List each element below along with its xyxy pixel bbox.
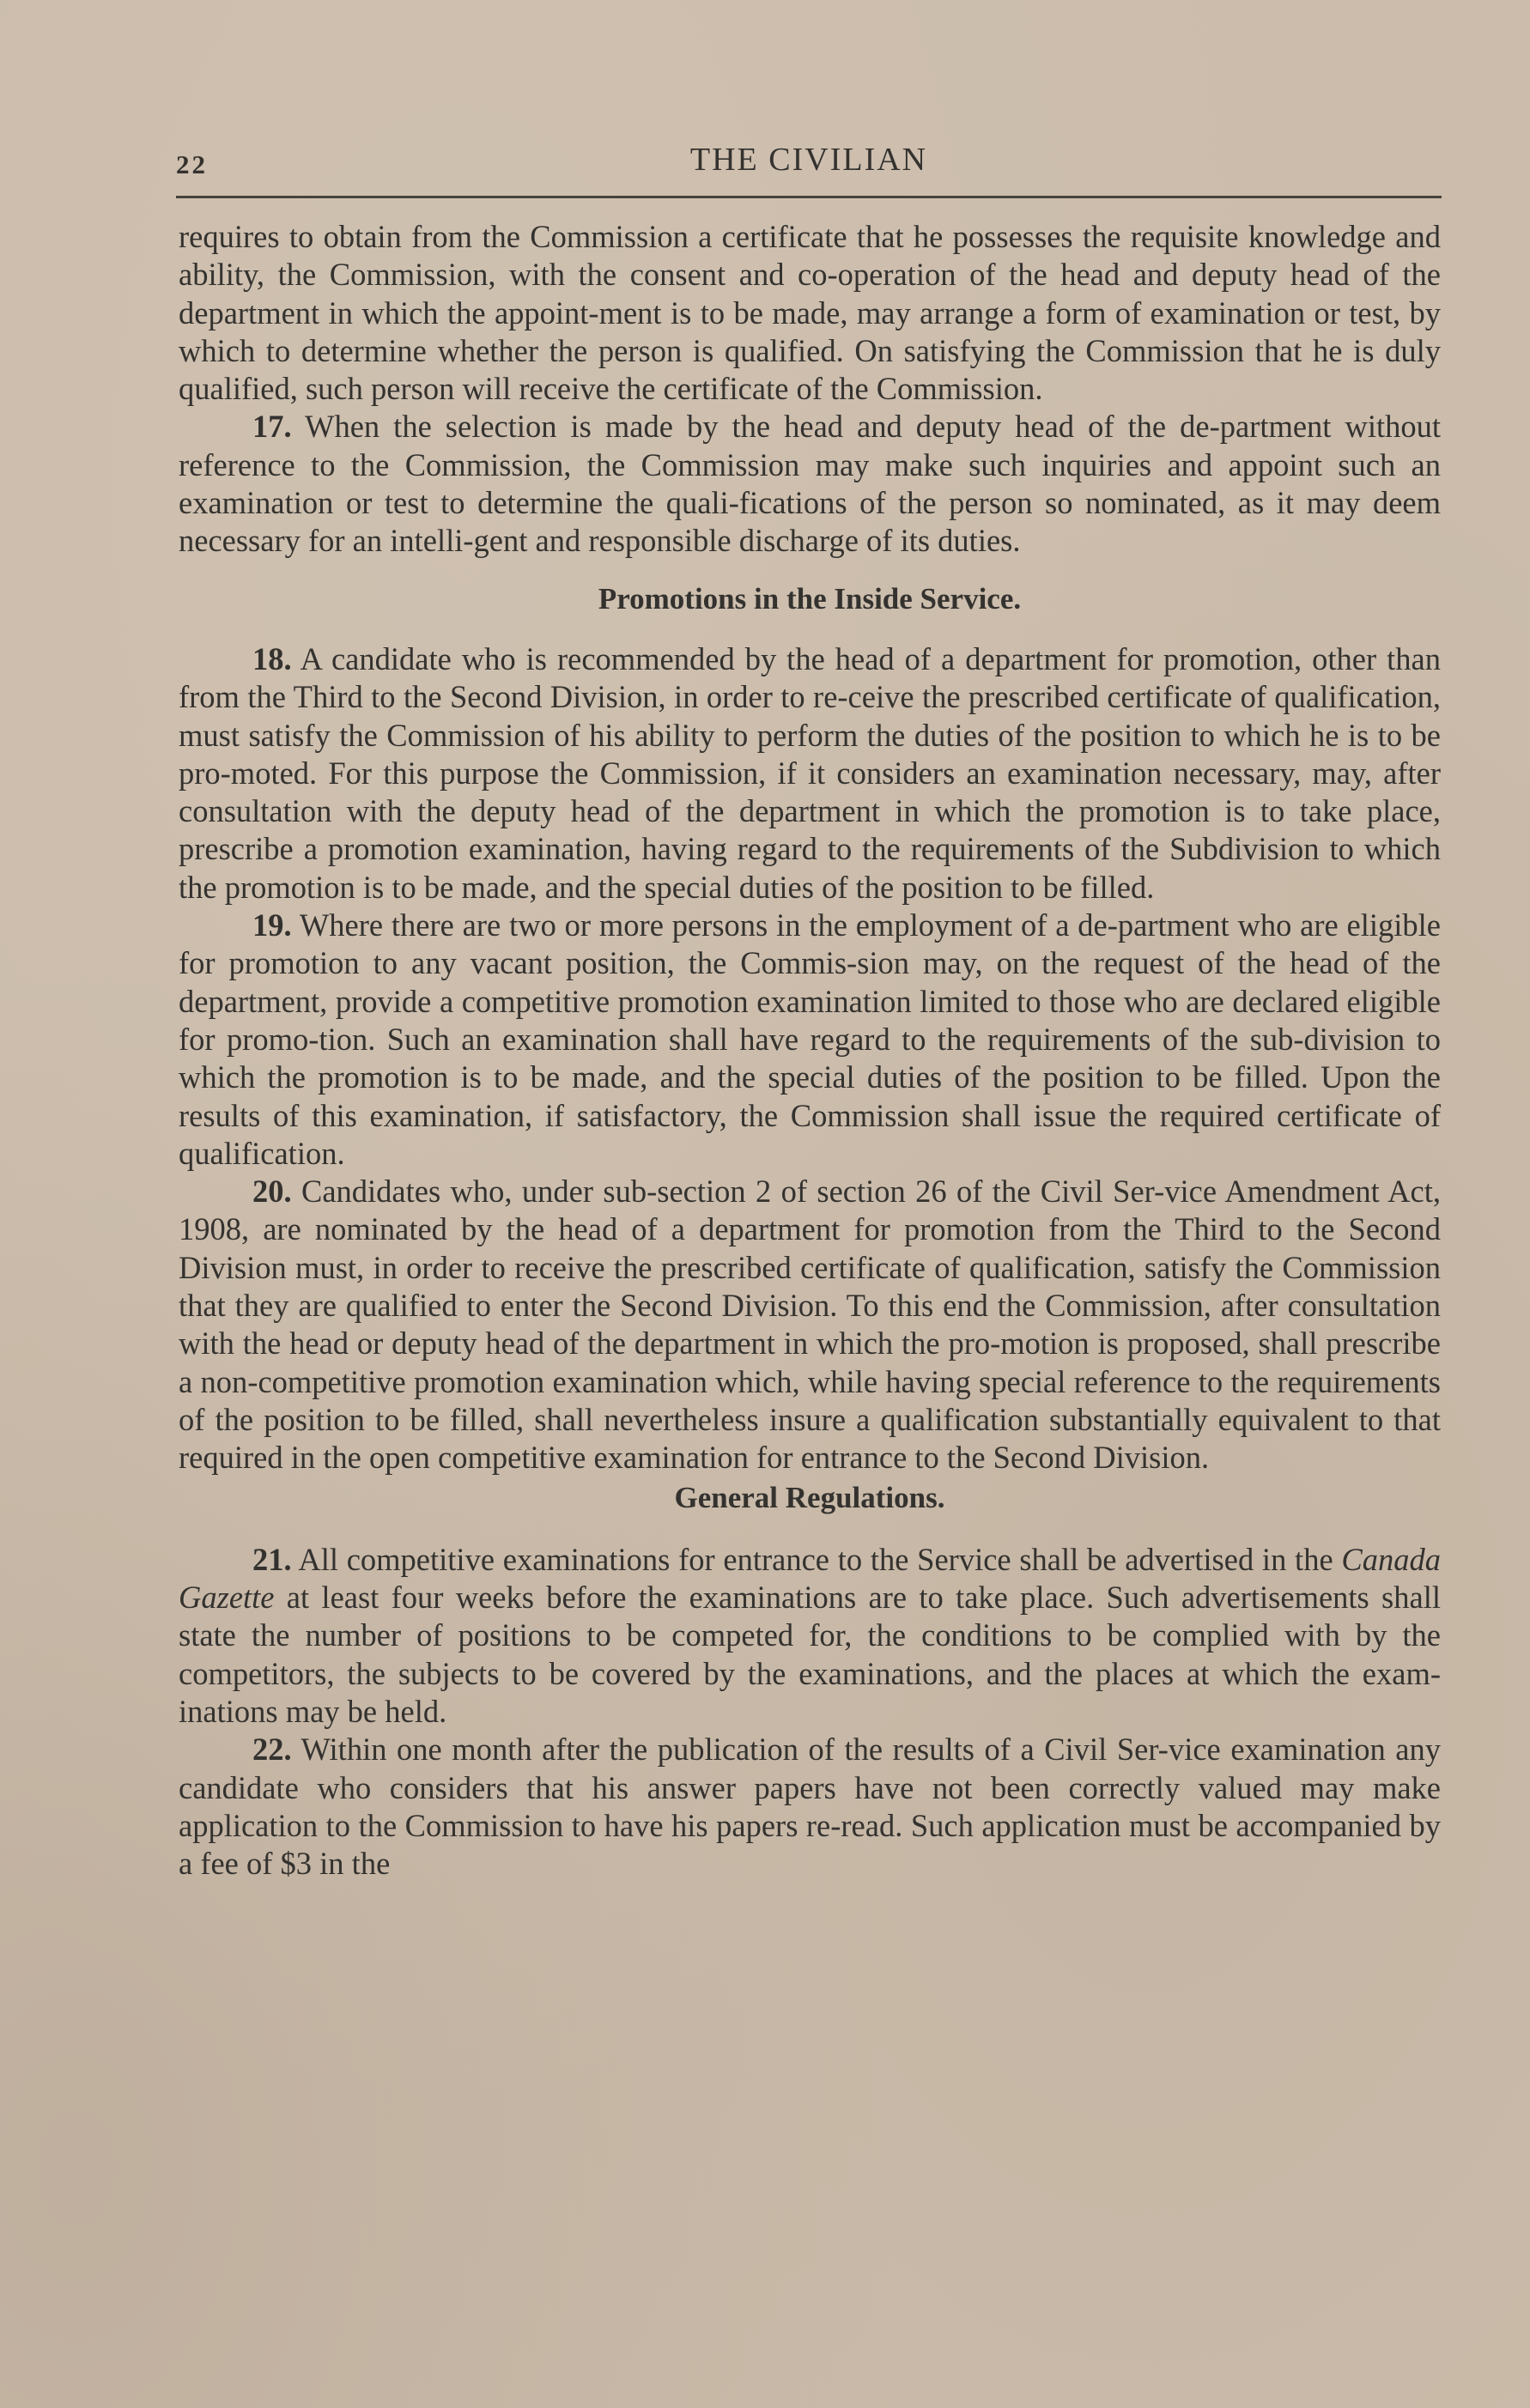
heading-general-regulations: General Regulations. — [674, 1480, 945, 1514]
paragraph-22-text: Within one month after the publication of the results of a Civil Ser-vice examination any candidate who considers that his answer papers have not been correctly valued may make application to the Commission to have his papers re-read. Such application must be accompanied by a fee of $3 in the — [179, 1732, 1442, 1882]
section-number-20: 20. — [252, 1174, 292, 1210]
page-header — [176, 137, 1442, 180]
paragraph-21-text-a: All competitive examinations for entrance to the Service shall be advertised in the — [298, 1541, 1333, 1577]
canada-gazette-title: Canada Gazette — [179, 1541, 1441, 1616]
page-number: 22 — [176, 149, 208, 179]
paragraph-18 — [179, 640, 1441, 907]
paragraph-21-text-b: at least four weeks before the examinations are to take place. Such advertisements shall state the number of positions to be competed for, the conditions to be complied with by the competitors, the subjects to be covered by the examinations, and the places at which the exam-inations may be held. — [179, 1580, 1441, 1729]
section-number-18: 18. — [252, 640, 292, 676]
section-number-17: 17. — [252, 409, 292, 445]
paragraph-21 — [179, 1541, 1441, 1731]
paragraph-19 — [179, 907, 1441, 1173]
header-rule — [176, 196, 1442, 198]
paragraph-19-text: Where there are two or more persons in the employment of a de-partment who are eligible for promotion to any vacant position, the Commis-sion may, on the request of the head of the department, provide a competitive promotion examination limited to those who are declared eligible for promo-tion. Such an examination shall have regard to the requirements of the sub-division to which the promotion is to be made, and the special duties of the position to be filled. Upon the results of this examination, if satisfactory, the Commission shall issue the required certificate of qualification. — [179, 907, 1442, 1171]
paragraph-17-text: When the selection is made by the head and deputy head of the de-partment without reference to the Commission, the Commission may make such inquiries and appoint such an examination or test to determine the quali-fications of the person so nominated, as it may deem necessary for an intelli-gent and responsible discharge of its duties. — [179, 409, 1442, 559]
paragraph-20 — [179, 1173, 1441, 1477]
paragraph-intro: requires to obtain from the Commission a certificate that he possesses the requisite knowledge and ability, the Commission, with the consent and co-operation of the head and deputy head of the department in which the appoint-ment is to be made, may arrange a form of examination or test, by which to determine whether the person is qualified. On satisfying the Commission that he is duly qualified, such person will receive the certificate of the Commission. — [179, 219, 1441, 407]
section-number-21: 21. — [252, 1541, 292, 1577]
paragraph-22 — [179, 1731, 1441, 1883]
paragraph-17 — [179, 408, 1441, 560]
paragraph-18-text: A candidate who is recommended by the head of a department for promotion, other than from the Third to the Second Division, in order to re-ceive the prescribed certificate of qualification, must satisfy the Commission of his ability to perform the duties of the position to which he is to be pro-moted. For this purpose the Commission, if it considers an examination necessary, may, after consultation with the deputy head of the department in which the promotion is to take place, prescribe a promotion examination, having regard to the requirements of the Subdivision to which the promotion is to be made, and the special duties of the position to be filled. — [179, 640, 1441, 905]
section-number-22: 22. — [252, 1732, 292, 1768]
paragraph-20-text: Candidates who, under sub-section 2 of section 26 of the Civil Ser-vice Amendment Act, 1908, are nominated by the head of a department for promotion from the Third to the Second Division must, in order to receive the prescribed certificate of qualification, satisfy the Commission that they are qualified to enter the Second Division. To this end the Commission, after consultation with the head or deputy head of the department in which the pro-motion is proposed, shall prescribe a non-competitive promotion examination which, while having special reference to the requirements of the position to be filled, shall nevertheless insure a qualification substantially equivalent to that required in the open competitive examination for entrance to the Second Division. — [179, 1174, 1441, 1476]
running-title: THE CIVILIAN — [689, 142, 928, 178]
section-number-19: 19. — [252, 907, 292, 943]
body-text — [179, 218, 1441, 1883]
heading-promotions: Promotions in the Inside Service. — [598, 581, 1022, 616]
